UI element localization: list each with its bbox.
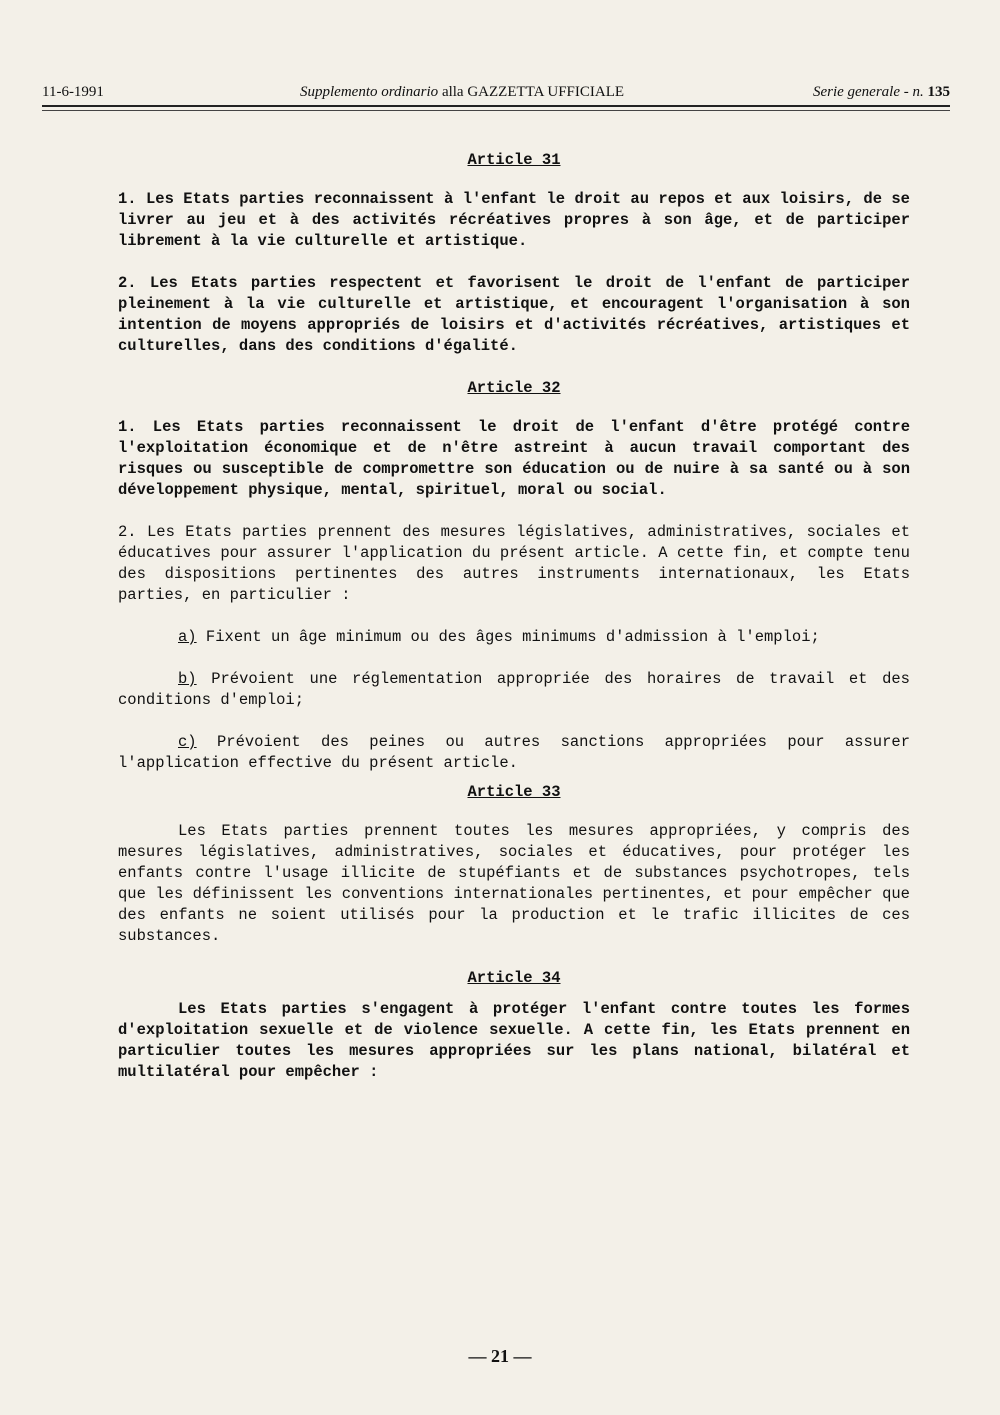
article-32-item-c — [118, 732, 910, 774]
page-number: — 21 — — [468, 1346, 532, 1366]
article-32-item-b — [118, 669, 910, 711]
article-31-title: Article 31 — [467, 151, 561, 169]
item-a-label: a) — [178, 628, 197, 646]
article-32-paragraph-2: 2. Les Etats parties prennent des mesures législatives, administratives, sociales et éducatives pour assurer l'application du présent article. A cette fin, et compte tenu des dispositions pertinentes des autres instruments internationaux, les Etats parties, en particulier : — [118, 523, 910, 604]
item-c-label: c) — [178, 733, 197, 751]
article-33-paragraph-1: Les Etats parties prennent toutes les mesures appropriées, y compris des mesures législatives, administratives, sociales et éducatives, pour protéger les enfants contre l'usage illicite de stupéfiants et de substances psychotropes, tels que les définissent les conventions internationales pertinentes, et pour empêcher que des enfants ne soient utilisés pour la production et le trafic illicites de ces substances. — [118, 822, 910, 945]
header-rule-thin — [42, 110, 950, 111]
item-b-text: Prévoient une réglementation appropriée des horaires de travail et des conditions d'emploi; — [118, 670, 910, 709]
article-34-title: Article 34 — [467, 969, 561, 987]
article-32-title: Article 32 — [467, 379, 561, 397]
header-number: 135 — [927, 84, 950, 100]
item-a-text: Fixent un âge minimum ou des âges minimums d'admission à l'emploi; — [196, 628, 820, 646]
header-series-label: Serie generale - n. — [812, 84, 924, 100]
header-publication — [300, 84, 624, 101]
page-header — [42, 84, 950, 106]
article-32-paragraph-1: 1. Les Etats parties reconnaissent le droit de l'enfant d'être protégé contre l'exploitation économique et de n'être astreint à aucun travail comportant des risques ou susceptible de compromettre son éducation ou de nuire à sa santé ou à son développement physique, mental, spirituel, moral ou social. — [118, 418, 910, 499]
item-b-label: b) — [178, 670, 197, 688]
article-31-paragraph-1: 1. Les Etats parties reconnaissent à l'enfant le droit au repos et aux loisirs, de se livrer au jeu et à des activités récréatives propres à son âge, et de participer librement à la vie culturelle et artistique. — [118, 190, 910, 250]
header-rule-thick — [42, 105, 950, 107]
article-33-title: Article 33 — [467, 783, 561, 801]
header-publication-italic: Supplemento ordinario — [300, 84, 439, 100]
header-date: 11-6-1991 — [42, 84, 104, 100]
document-body — [118, 150, 910, 1104]
header-publication-rest: alla GAZZETTA UFFICIALE — [438, 84, 625, 100]
article-31-paragraph-2: 2. Les Etats parties respectent et favorisent le droit de l'enfant de participer pleinement à la vie culturelle et artistique, et encouragent l'organisation à son intention de moyens appropriés de loisirs et d'activités récréatives, artistiques et culturelles, dans des conditions d'égalité. — [118, 274, 910, 355]
header-series — [813, 84, 950, 101]
item-c-text: Prévoient des peines ou autres sanctions appropriées pour assurer l'application effective du présent article. — [118, 733, 910, 772]
article-32-item-a — [118, 627, 910, 648]
article-34-paragraph-1: Les Etats parties s'engagent à protéger l'enfant contre toutes les formes d'exploitation sexuelle et de violence sexuelle. A cette fin, les Etats prennent en particulier toutes les mesures appropriées sur les plans national, bilatéral et multilatéral pour empêcher : — [118, 1000, 910, 1081]
